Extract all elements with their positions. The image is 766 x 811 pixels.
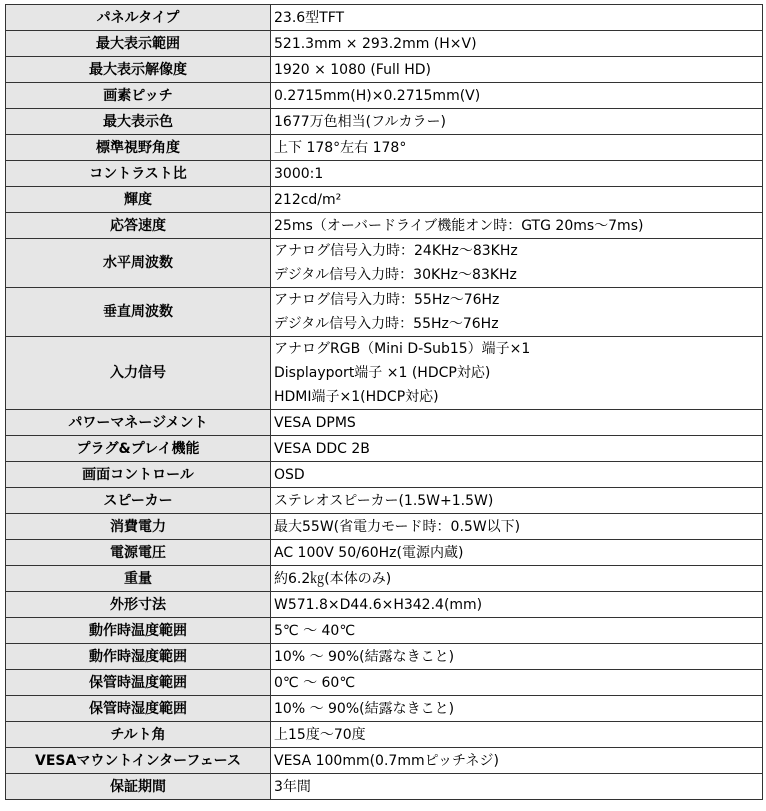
spec-row [6,566,763,592]
spec-row [6,748,763,774]
spec-label: 最大表示範囲 [6,31,271,57]
spec-row [6,592,763,618]
spec-label: 保管時温度範囲 [6,670,271,696]
spec-value [271,288,763,337]
spec-value [271,644,763,670]
spec-label: プラグ&プレイ機能 [6,436,271,462]
spec-value-line: 25ms（オーバードライブ機能オン時：GTG 20ms〜7ms) [274,217,644,234]
spec-value-line: 212cd/m² [274,191,342,208]
spec-label: 保管時湿度範囲 [6,696,271,722]
spec-value-line: デジタル信号入力時：55Hz〜76Hz [274,316,499,332]
spec-label: チルト角 [6,722,271,748]
spec-label: パネルタイプ [6,5,271,31]
spec-value-line: 10% 〜 90%(結露なきこと) [274,700,455,717]
spec-value-line: HDMI端子×1(HDCP対応) [274,389,439,405]
spec-value-line: AC 100V 50/60Hz(電源内蔵) [274,544,464,561]
spec-value-line: 3000:1 [274,165,324,182]
spec-label: 画面コントロール [6,462,271,488]
spec-value [271,566,763,592]
spec-value-line: 約6.2㎏(本体のみ) [274,570,392,587]
spec-value [271,748,763,774]
spec-label: 保証期間 [6,774,271,800]
spec-value-line: 上下 178°左右 178° [274,139,407,156]
spec-value-line: 23.6型TFT [274,9,345,26]
spec-value-line: 5℃ 〜 40℃ [274,622,356,639]
spec-row [6,514,763,540]
spec-label: 輝度 [6,187,271,213]
spec-row [6,462,763,488]
spec-label: コントラスト比 [6,161,271,187]
spec-label: 入力信号 [6,337,271,410]
spec-label: 画素ピッチ [6,83,271,109]
spec-value-line: Displayport端子 ×1 (HDCP対応) [274,365,491,381]
spec-value-line: VESA DDC 2B [274,440,370,457]
spec-value [271,670,763,696]
spec-value [271,774,763,800]
spec-value-line: 521.3mm × 293.2mm (H×V) [274,35,477,52]
spec-row [6,540,763,566]
spec-label: 動作時温度範囲 [6,618,271,644]
spec-value-line: 3年間 [274,778,311,795]
spec-value [271,83,763,109]
spec-value [271,57,763,83]
spec-row [6,187,763,213]
spec-row [6,239,763,288]
spec-row [6,410,763,436]
spec-row [6,696,763,722]
spec-value [271,618,763,644]
spec-label: 水平周波数 [6,239,271,288]
spec-label: VESAマウントインターフェース [6,748,271,774]
spec-row [6,288,763,337]
spec-label: 電源電圧 [6,540,271,566]
spec-table-body [6,5,763,800]
spec-value [271,5,763,31]
spec-value [271,239,763,288]
spec-value-line: アナログ信号入力時：24KHz〜83KHz [274,243,518,259]
spec-value [271,213,763,239]
spec-row [6,722,763,748]
spec-value [271,410,763,436]
spec-row [6,670,763,696]
spec-value-line: アナログ信号入力時：55Hz〜76Hz [274,292,500,308]
spec-label: 応答速度 [6,213,271,239]
spec-row [6,5,763,31]
spec-value-line: W571.8×D44.6×H342.4(mm) [274,596,483,613]
spec-value [271,540,763,566]
spec-value [271,337,763,410]
spec-value-line: デジタル信号入力時：30KHz〜83KHz [274,267,517,283]
spec-row [6,57,763,83]
spec-value-line: 1920 × 1080 (Full HD) [274,61,431,78]
spec-label: 消費電力 [6,514,271,540]
spec-value-line: 0℃ 〜 60℃ [274,674,356,691]
spec-label: 最大表示色 [6,109,271,135]
spec-label: パワーマネージメント [6,410,271,436]
spec-value-line: OSD [274,466,305,483]
spec-value-line: 10% 〜 90%(結露なきこと) [274,648,455,665]
spec-value-line: VESA 100mm(0.7mmピッチネジ) [274,752,499,769]
spec-label: 垂直周波数 [6,288,271,337]
spec-value [271,135,763,161]
spec-value [271,514,763,540]
spec-row [6,213,763,239]
spec-value [271,488,763,514]
spec-row [6,644,763,670]
spec-value-line: 0.2715mm(H)×0.2715mm(V) [274,87,481,104]
spec-value [271,187,763,213]
spec-value-line: VESA DPMS [274,414,356,431]
spec-value [271,161,763,187]
spec-value [271,109,763,135]
spec-row [6,31,763,57]
spec-row [6,83,763,109]
spec-value [271,722,763,748]
spec-label: 動作時湿度範囲 [6,644,271,670]
spec-value [271,592,763,618]
spec-value [271,696,763,722]
spec-value [271,436,763,462]
spec-label: 外形寸法 [6,592,271,618]
spec-table [5,4,763,800]
spec-row [6,135,763,161]
spec-label: スピーカー [6,488,271,514]
spec-value-line: 最大55W(省電力モード時：0.5W以下) [274,518,521,535]
spec-row [6,161,763,187]
spec-row [6,436,763,462]
spec-row [6,618,763,644]
spec-value [271,462,763,488]
spec-row [6,774,763,800]
spec-label: 最大表示解像度 [6,57,271,83]
spec-label: 標準視野角度 [6,135,271,161]
spec-value-line: ステレオスピーカー(1.5W+1.5W) [274,492,494,509]
spec-label: 重量 [6,566,271,592]
spec-value-line: 上15度〜70度 [274,726,366,743]
spec-row [6,109,763,135]
spec-row [6,488,763,514]
spec-value-line: アナログRGB（Mini D-Sub15）端子×1 [274,341,531,357]
spec-value-line: 1677万色相当(フルカラー) [274,113,446,130]
spec-value [271,31,763,57]
spec-row [6,337,763,410]
